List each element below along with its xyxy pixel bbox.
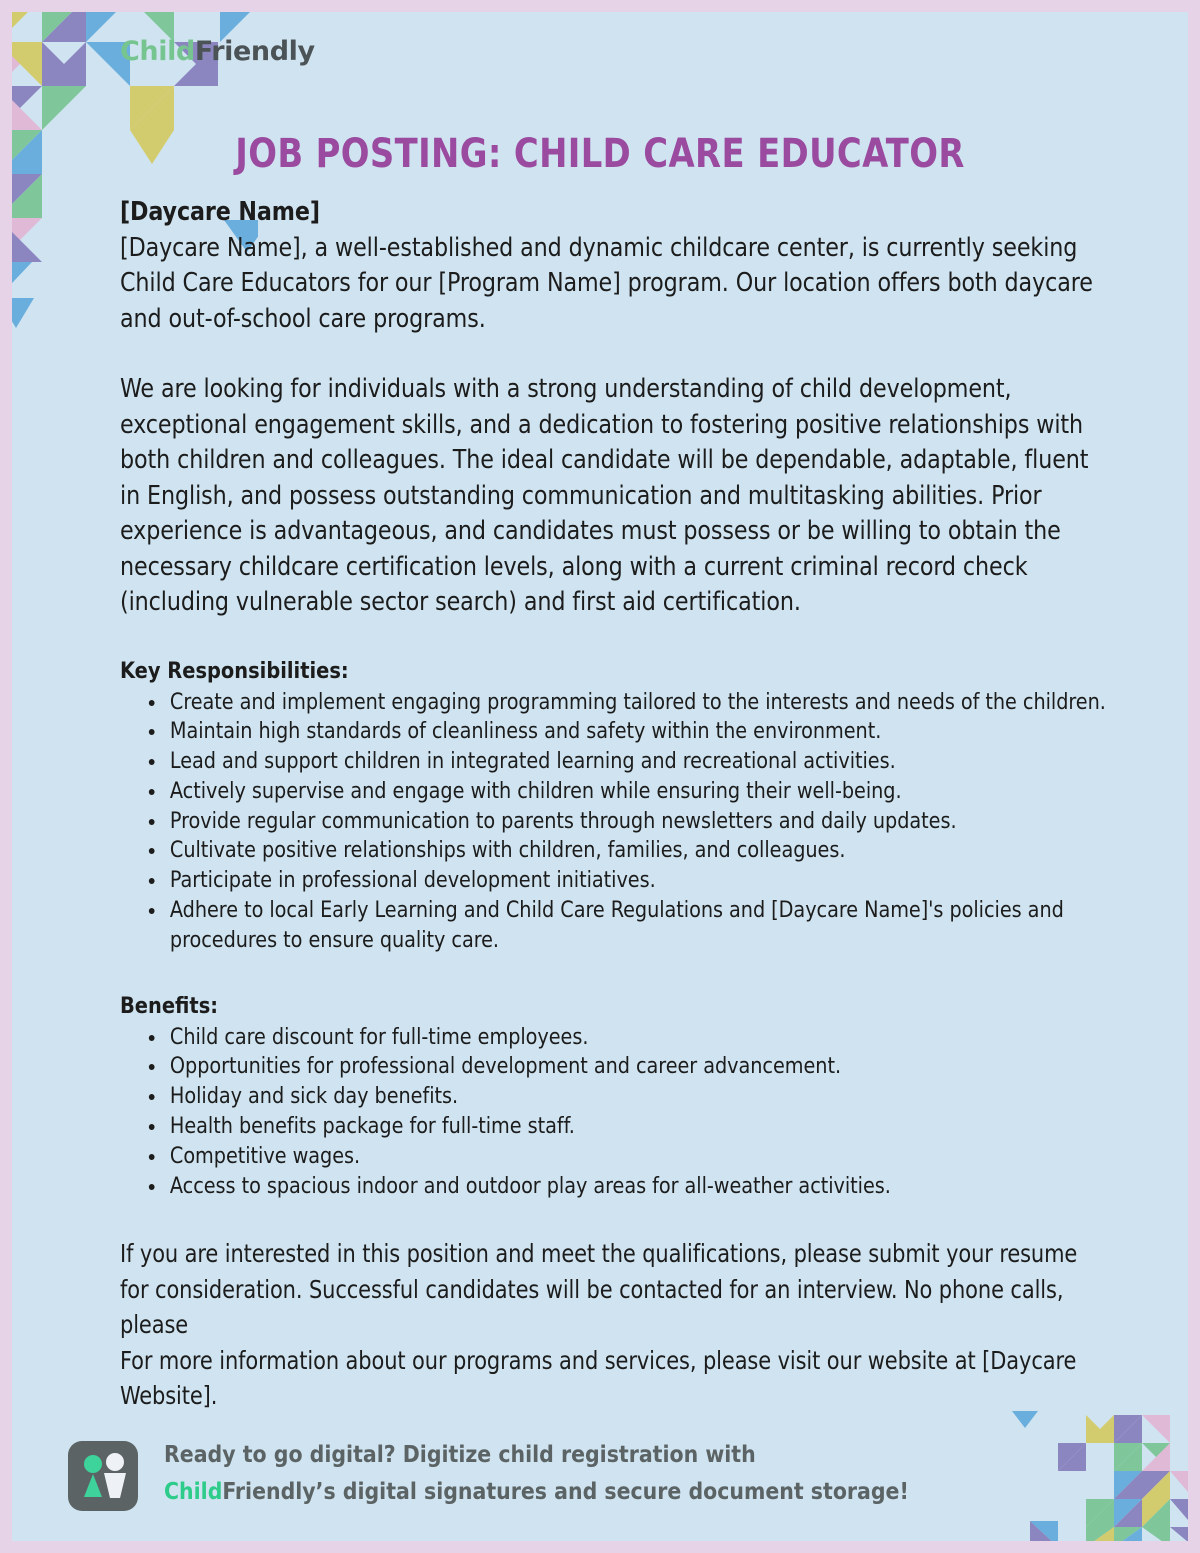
footer-line-2 — [164, 1473, 909, 1510]
spacer-1 — [120, 337, 1110, 372]
logo-text-child: Child — [120, 36, 195, 67]
benefits-list — [120, 1023, 1110, 1202]
responsibilities-heading: Key Responsibilities: — [120, 657, 349, 684]
list-item: Access to spacious indoor and outdoor play areas for all-weather activities. — [120, 1172, 1110, 1202]
list-item: Cultivate positive relationships with children, families, and colleagues. — [120, 836, 1110, 866]
list-item: Maintain high standards of cleanliness and safety within the environment. — [120, 717, 1110, 747]
list-item: Health benefits package for full-time staff. — [120, 1112, 1110, 1142]
poster-body — [120, 195, 1110, 1414]
list-item: Opportunities for professional development and career advancement. — [120, 1052, 1110, 1082]
list-item: Holiday and sick day benefits. — [120, 1082, 1110, 1112]
childfriendly-logo — [120, 38, 315, 65]
spacer-4 — [120, 1201, 1110, 1236]
list-item: Create and implement engaging programming tailored to the interests and needs of the children. — [120, 688, 1110, 718]
list-item: Child care discount for full-time employees. — [120, 1023, 1110, 1053]
page-title: JOB POSTING: CHILD CARE EDUCATOR — [235, 131, 965, 177]
footer-line-1: Ready to go digital? Digitize child registration with — [164, 1440, 756, 1468]
list-item: Adhere to local Early Learning and Child Care Regulations and [Daycare Name]'s policies and procedures to ensure quality care. — [120, 896, 1110, 956]
logo-text-friendly: Friendly — [194, 36, 315, 67]
list-item: Competitive wages. — [120, 1142, 1110, 1172]
list-item: Participate in professional development initiatives. — [120, 866, 1110, 896]
footer-cta — [68, 1435, 1118, 1511]
footer-brand-child: Child — [164, 1477, 223, 1505]
intro-paragraph: [Daycare Name], a well-established and dynamic childcare center, is currently seeking Child Care Educators for our [Program Name] program. Our location offers both daycare and out-of-school care programs. — [120, 232, 1093, 334]
footer-cta-text — [164, 1436, 909, 1510]
intro-heading: [Daycare Name] — [120, 197, 320, 227]
footer-brand-rest: Friendly’s digital signatures and secure document storage! — [222, 1477, 909, 1505]
overview-paragraph: We are looking for individuals with a strong understanding of child development, exceptional engagement skills, and a dedication to fostering positive relationships with both children and colleagues. The ideal candidate will be dependable, adaptable, fluent in English, and possess outstanding communication and multitasking abilities. Prior experience is advantageous, and candidates must possess or be willing to obtain the necessary childcare certification levels, along with a current criminal record check (including vulnerable sector search) and first aid certification. — [120, 374, 1089, 617]
list-item: Lead and support children in integrated learning and recreational activities. — [120, 747, 1110, 777]
two-people-restroom-icon — [68, 1441, 138, 1511]
list-item: Actively supervise and engage with children while ensuring their well-being. — [120, 777, 1110, 807]
poster-sheet — [12, 12, 1188, 1541]
responsibilities-list — [120, 688, 1110, 956]
list-item: Provide regular communication to parents through newsletters and daily updates. — [120, 807, 1110, 837]
spacer-3 — [120, 956, 1110, 991]
benefits-heading: Benefits: — [120, 992, 219, 1019]
closing-paragraph-2: For more information about our programs and services, please visit our website at [Daycare Website]. — [120, 1345, 1077, 1411]
closing-paragraph-1: If you are interested in this position and meet the qualifications, please submit your resume for consideration. Successful candidates will be contacted for an interview. No phone calls, please — [120, 1239, 1078, 1340]
spacer-2 — [120, 621, 1110, 656]
